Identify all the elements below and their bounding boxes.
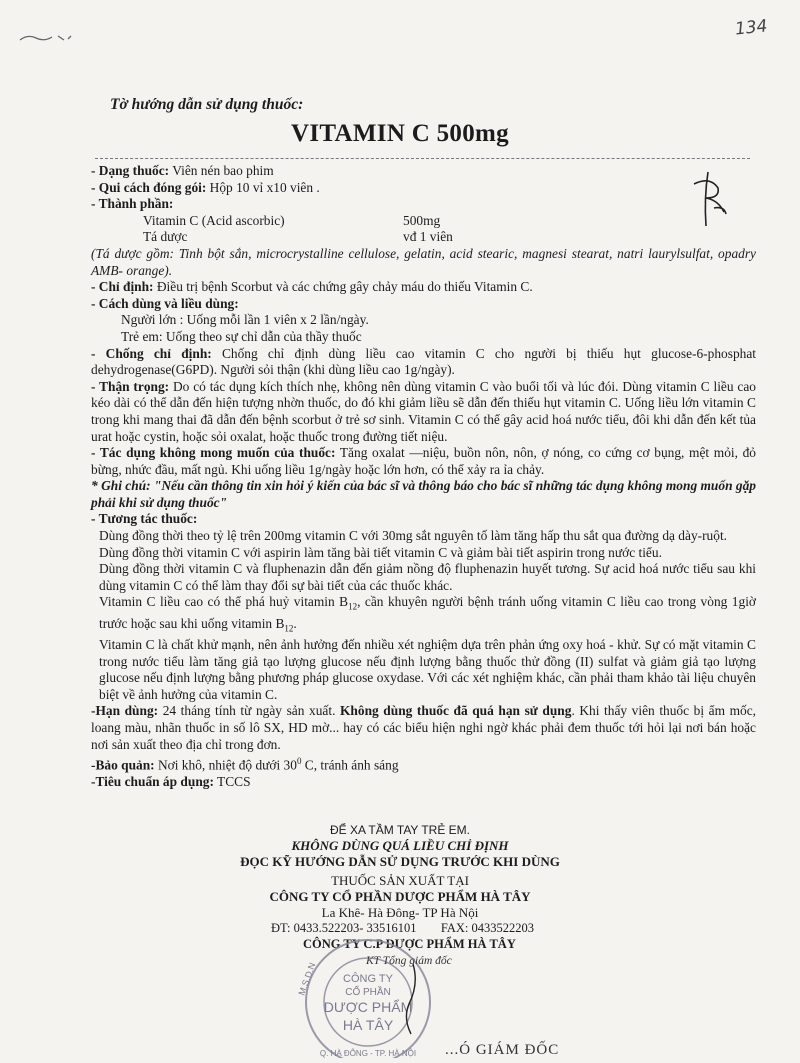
leaflet-heading: Tờ hướng dẫn sử dụng thuốc: [110,96,304,113]
packaging: - Qui cách đóng gói: Hộp 10 vỉ x10 viên . [91,179,320,195]
warning-read-instructions: ĐỌC KỸ HƯỚNG DẪN SỬ DỤNG TRƯỚC KHI DÙNG [240,854,560,869]
seal-line-4: HÀ TÂY [342,1017,394,1033]
fax: FAX: 0433522203 [440,921,534,935]
seal-line-2: CỔ PHẦN [345,987,391,998]
usage-child: Trẻ em: Uống theo sự chỉ dẫn của thầy thuốc [121,328,362,344]
seal-line-1: CÔNG TY [343,973,393,985]
storage: -Bảo quản: Nơi khô, nhiệt độ dưới $30^0$ C, tránh ánh sáng [91,756,399,773]
seal-line-3: DƯỢC PHẨM [323,999,413,1015]
composition-heading: - Thành phần: [91,196,174,212]
interaction-item: Vitamin C là chất khử mạnh, nên ảnh hưởng đến nhiều xét nghiệm dựa trên phản ứng oxy hoá - khử. Sự có mặt vitamin C trong nước tiểu làm tăng giả tạo lượng glucose nếu định lượng bằng thuốc thử đồng (II) sulfat và giảm giả tạo lượng glucose nếu định lượng bằng phương pháp glucose oxydase. Với các xét nghiệm khác, cần phải tham khảo tài liệu chuyên biệt về ảnh hưởng của vitamin C. [99,636,756,702]
indication: - Chỉ định: Điều trị bệnh Scorbut và các chứng gây chảy máu do thiếu Vitamin C. [91,279,533,295]
company-address: La Khê- Hà Đông- TP Hà Nội [321,905,479,920]
company-short: CÔNG TY C.P DƯỢC PHẨM HÀ TÂY [303,937,516,951]
composition-row: Tá dược vđ 1 viên [143,229,453,245]
warning-no-overdose: KHÔNG DÙNG QUÁ LIỀU CHỈ ĐỊNH [291,838,509,853]
contraindication: - Chống chỉ định: Chống chỉ định dùng liều cao vitamin C cho người bị thiếu hụt glucose-6-phosphat dehydrogenase(G6PD). Người sỏi thận (khi dùng liều cao 1g/ngày). [91,345,756,378]
usage-heading: - Cách dùng và liều dùng: [91,295,239,311]
expiry: -Hạn dùng: 24 tháng tính từ ngày sản xuất. Không dùng thuốc đã quá hạn sử dụng. Khi thấy viên thuốc bị ẩm mốc, loang màu, nhãn thuốc in số lô SX, HD mờ... hay có các biểu hiện nghi ngờ khác phải đem thuốc tới hỏi lại nơi bán hoặc nơi sản xuất theo địa chỉ trong đơn. [91,703,756,752]
director-title: ...Ó GIÁM ĐỐC [445,1042,560,1058]
interactions-heading: - Tương tác thuốc: [91,511,198,527]
usage-adult: Người lớn : Uống mỗi lần 1 viên x 2 lần/ngày. [121,312,369,328]
page-number: 134 [734,16,769,40]
footer [0,822,800,921]
leaflet-body [91,163,756,791]
company-seal [293,934,443,1058]
title-divider [95,158,750,159]
excipients: (Tá dược gồm: Tinh bột sắn, microcrystalline cellulose, gelatin, acid stearic, magnesi stearat, natri laurylsulfat, opadry AMB- orange). [91,245,756,278]
side-effects: - Tác dụng không mong muốn của thuốc: Tăng oxalat —niệu, buồn nôn, nôn, ợ nóng, co cứng cơ bụng, mệt mỏi, đỏ bừng, nhức đầu, mất ngủ. Khi uống liều 1g/ngày hoặc lớn hơn, có thể xảy ra ỉa chảy. [91,445,757,477]
seal-ring-bottom: Q. HÀ ĐÔNG - TP. HÀ NỘI [319,1049,417,1058]
interaction-item: Dùng đồng thời theo tỷ lệ trên 200mg vitamin C với 30mg sắt nguyên tố làm tăng hấp thu sắt qua đường dạ dày-ruột. [99,528,728,544]
signer-title: KT Tổng giám đốc [366,955,452,967]
interaction-item: Dùng đồng thời vitamin C và fluphenazin dẫn đến giảm nồng độ fluphenazin huyết tương. Sự acid hoá nước tiểu sau khi dùng vitamin C có thể làm thay đổi sự bài tiết của các thuốc khác. [99,561,756,593]
document-title: VITAMIN C 500mg [291,120,509,147]
composition-row: Vitamin C (Acid ascorbic) 500mg [143,212,441,228]
interaction-item: Vitamin C liều cao có thể phá huỷ vitamin $B_{12}$, cần khuyên người bệnh tránh uống vitamin C liều cao trong vòng 1giờ trước hoặc sau khi uống vitamin $B_{12}$. [99,594,756,634]
seal-ring-left: M.S.D.N [296,961,318,997]
phone: ĐT: 0433.522203- 33516101 [271,921,417,935]
note: * Ghi chú: "Nếu cần thông tin xin hỏi ý kiến của bác sĩ và thông báo cho bác sĩ những tác dụng không mong muốn gặp phải khi sử dụng thuốc" [91,478,756,510]
warning-keep-away: ĐỂ XA TẦM TAY TRẺ EM. [329,823,471,837]
interaction-item: Dùng đồng thời vitamin C với aspirin làm tăng bài tiết vitamin C và giảm bài tiết aspirin trong nước tiểu. [99,544,662,560]
pen-mark [18,28,78,48]
standard: -Tiêu chuẩn áp dụng: TCCS [91,774,251,790]
made-at: THUỐC SẢN XUẤT TẠI [331,873,469,888]
dosage-form: - Dạng thuốc: Viên nén bao phim [91,163,274,178]
company-name: CÔNG TY CỔ PHẦN DƯỢC PHẨM HÀ TÂY [269,889,531,904]
precaution: - Thận trọng: Do có tác dụng kích thích nhẹ, không nên dùng vitamin C vào buổi tối và lúc đói. Dùng vitamin C liều cao kéo dài có thể dẫn đến hiện tượng nhờn thuốc, do đó khi giảm liều sẽ dẫn đến thiếu hụt vitamin C. Uống liều lớn vitamin C trong khi mang thai đã dẫn đến bệnh scorbut ở trẻ sơ sinh. Vitamin C có thể gây acid hoá nước tiểu, đôi khi dẫn đến kết tủa urat hoặc cystin, hoặc sỏi oxalat, hoặc thuốc trong đường tiết niệu. [91,378,756,444]
